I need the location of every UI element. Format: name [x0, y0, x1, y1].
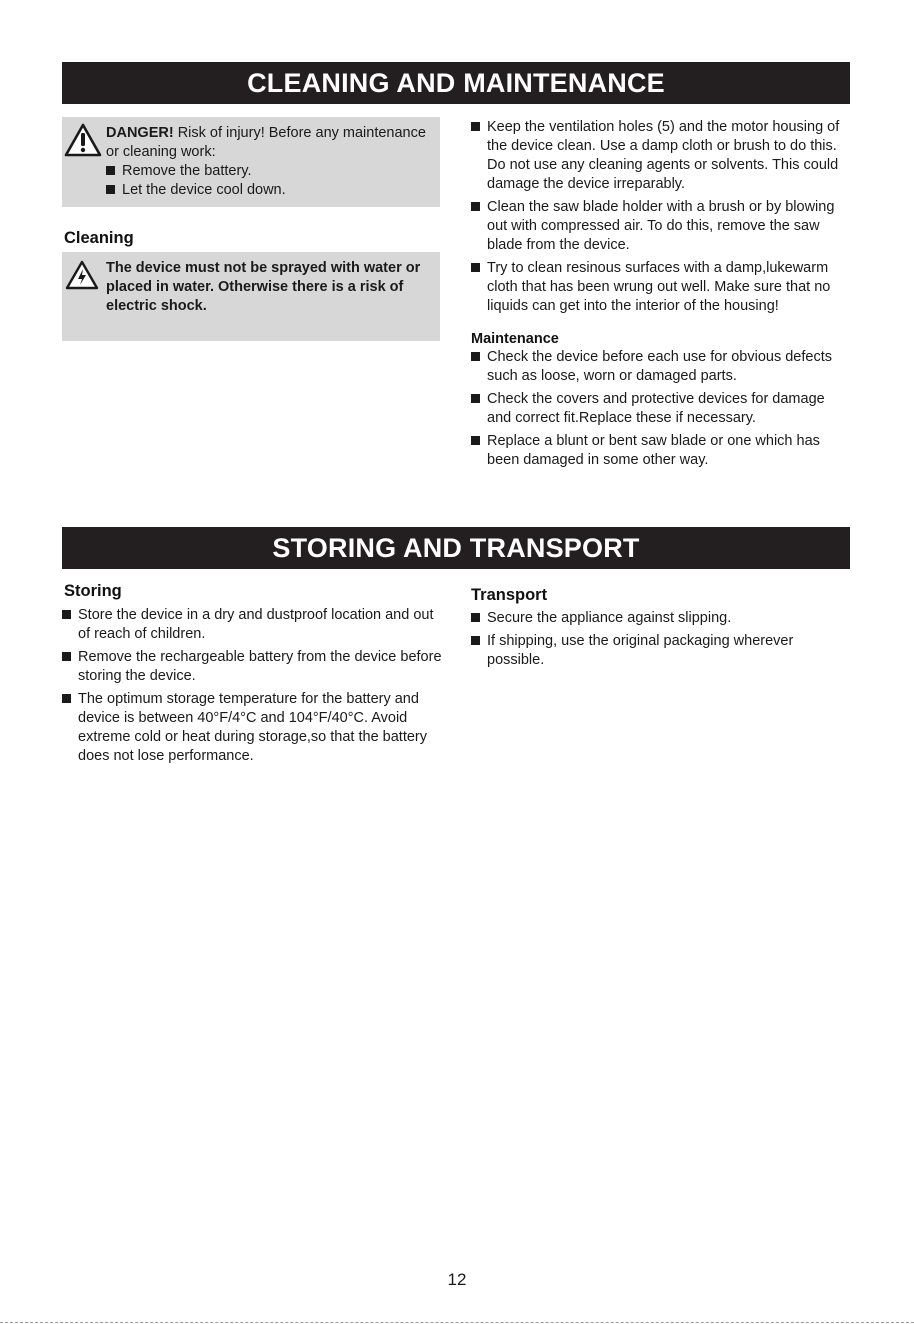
transport-heading: Transport: [471, 586, 548, 604]
list-item: If shipping, use the original packaging wherever possible.: [471, 632, 851, 670]
storing-list: [62, 606, 442, 770]
danger-notice-box: [62, 117, 440, 207]
bullet-square-icon: [106, 185, 115, 194]
list-item: Remove the rechargeable battery from the device before storing the device.: [62, 648, 442, 686]
bullet-square-icon: [471, 122, 480, 131]
list-item: Check the covers and protective devices for damage and correct fit.Replace these if necessary.: [471, 390, 851, 428]
storing-heading: Storing: [64, 582, 122, 600]
bullet-square-icon: [471, 263, 480, 272]
bullet-square-icon: [106, 166, 115, 175]
cleaning-maintenance-banner: CLEANING AND MAINTENANCE: [62, 62, 850, 104]
cleaning-heading: Cleaning: [64, 229, 134, 247]
bullet-square-icon: [471, 436, 480, 445]
bullet-square-icon: [471, 394, 480, 403]
electric-warning-text: The device must not be sprayed with water or placed in water. Otherwise there is a risk of electric shock.: [106, 260, 421, 314]
cleaning-list: [471, 118, 851, 320]
bullet-square-icon: [471, 352, 480, 361]
list-item: Keep the ventilation holes (5) and the motor housing of the device clean. Use a damp cloth or brush to do this. Do not use any cleaning agents or solvents. This could damage the device irreparably.: [471, 118, 851, 194]
maintenance-list: [471, 348, 851, 474]
maintenance-heading: Maintenance: [471, 331, 559, 347]
list-item: Clean the saw blade holder with a brush or by blowing out with compressed air. To do this, remove the saw blade from the device.: [471, 198, 851, 255]
bullet-square-icon: [62, 652, 71, 661]
danger-steps-list: [106, 162, 426, 200]
storing-transport-banner: STORING AND TRANSPORT: [62, 527, 850, 569]
warning-triangle-icon: [64, 123, 102, 162]
electric-hazard-icon: [65, 260, 99, 295]
list-item: Remove the battery.: [106, 162, 426, 181]
list-item: Store the device in a dry and dustproof location and out of reach of children.: [62, 606, 442, 644]
electric-warning-box: [62, 252, 440, 341]
danger-description: Risk of injury! Before any maintenance or cleaning work:: [106, 125, 426, 160]
list-item: Let the device cool down.: [106, 181, 426, 200]
bullet-square-icon: [471, 613, 480, 622]
list-item: The optimum storage temperature for the battery and device is between 40°F/4°C and 104°F/40°C. Avoid extreme cold or heat during storage,so that the battery does not lose performance.: [62, 690, 442, 766]
bullet-square-icon: [62, 610, 71, 619]
page-bottom-rule: [0, 1322, 914, 1323]
bullet-square-icon: [471, 202, 480, 211]
transport-list: [471, 609, 851, 674]
list-item: Check the device before each use for obvious defects such as loose, worn or damaged parts.: [471, 348, 851, 386]
list-item: Replace a blunt or bent saw blade or one which has been damaged in some other way.: [471, 432, 851, 470]
bullet-square-icon: [62, 694, 71, 703]
bullet-square-icon: [471, 636, 480, 645]
list-item: Try to clean resinous surfaces with a damp,lukewarm cloth that has been wrung out well. Make sure that no liquids can get into the interior of the housing!: [471, 259, 851, 316]
danger-label: DANGER!: [106, 125, 174, 141]
page-number: 12: [447, 1270, 467, 1289]
danger-notice-text: [106, 124, 426, 200]
list-item: Secure the appliance against slipping.: [471, 609, 851, 628]
